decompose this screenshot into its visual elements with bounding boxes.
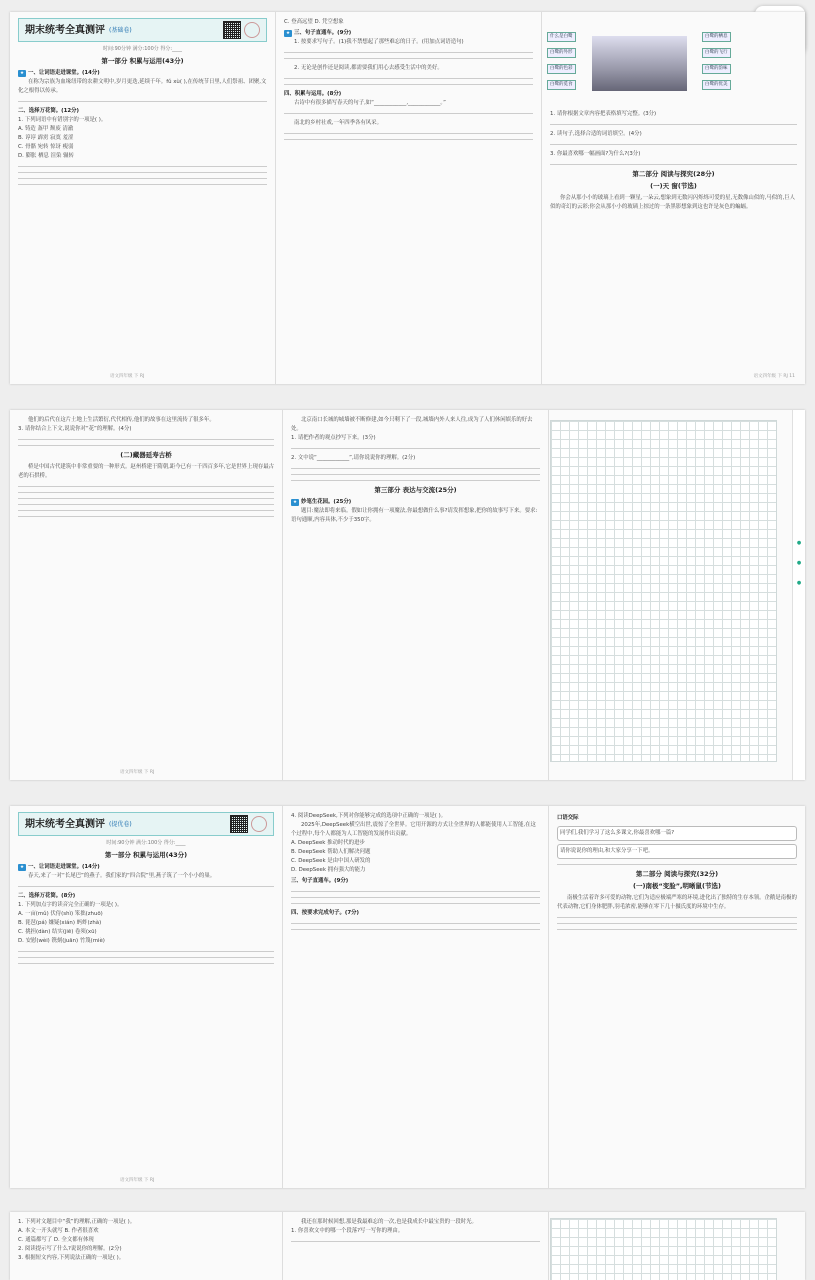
answer-line [550,144,797,145]
spread3-left-page [10,806,282,1188]
flow-box: 白鹭的色彩 [547,64,576,74]
question-text: 3. 根据短文内容,下列说法正确的一项是( )。 [18,1255,125,1261]
option-item: D. 膨胀 栖息 渲染 辗转 [18,153,74,159]
option-item: D. 安慰(wèi) 镌刻(juān) 竹篾(miè) [18,938,105,944]
option-item: A. 一亩(mǔ) 伏侍(shì) 笨拙(zhuō) [18,911,103,917]
exam-header [18,812,274,836]
flow-box: 白鹭的觅食 [547,80,576,90]
exam-spread-1 [10,12,805,384]
divider [18,172,267,173]
divider [18,178,267,179]
page-number: 语文四年级 下 RJ [120,770,155,775]
option-item: B. 琵琶(pá) 嫌疑(xián) 蚂蚱(zhà) [18,920,102,926]
reading-text: 2025年,DeepSeek横空出世,震惊了全世界。它用开源的方式让全世界的人都能使用人工智能,在这个过程中,每个人都能为人工智能的发展作出贡献。 [291,822,536,837]
question-text: 1. 请把作者的观点抄写下来。(3分) [291,435,376,441]
exam-title-tag: (基础卷) [109,26,132,34]
question-text: 3. 你最喜欢哪一幅画面?为什么?(3分) [550,151,641,157]
answer-line [284,58,533,59]
tag-icon: ★ [286,31,291,36]
answer-line [291,448,540,449]
answer-line [284,113,533,114]
flow-diagram [542,26,805,96]
exam-spread-2 [10,410,805,780]
part-heading: 第二部分 阅读与探究(28分) [632,170,715,178]
flow-box: 白鹭的韵味 [702,64,731,74]
reading-text: 南极生活着许多可爱的动物,它们为适应极端严寒的环境,进化出了独特的生存本领。企鹅是南极的代表动物,它们身体肥胖,羽毛浓密,能够在零下几十摄氏度的环境中生存。 [557,895,797,910]
writing-grid[interactable] [550,420,777,762]
page-number: 语文四年级 下 RJ [110,374,145,379]
option-item: D. DeepSeek 拥有强大的能力 [291,867,366,873]
reading-text: 北京南口长城的城墙被不断修建,如今只剩下了一段,城墙内外人来人往,成为了人们休闲娱乐的好去处。 [291,417,533,432]
answer-line [291,474,540,475]
reading-title: (一)南极“变脸”,明晰鼠(节选) [633,882,721,890]
exam-title: 期末统考全真测评 [25,818,105,830]
reading-text: 我还在那时候回想,那是我最难忘的一次,也是我成长中最宝贵的一段时光。 [301,1219,477,1225]
question-heading: 四、积累与运用。(8分) [284,91,342,97]
answer-line [291,1241,540,1242]
reading-text: 他们的后代在这片土地上生活繁衍,代代相传,他们的故事在这里流传了很多年。 [28,417,215,423]
question-text: 南北的乡村社戏,一年四季各有风采。 [294,120,382,126]
question-heading: ★ 一、让词语走进课堂。(14分) [20,864,100,870]
option-item: 1. 下列加点字的读音完全正确的一项是( )。 [18,902,123,908]
question-text: 1. 你喜欢文中的哪一个段落?写一写你的理由。 [291,1228,404,1234]
question-text: 古诗中有很多描写春天的句子,如“____________,____________。” [294,100,446,106]
divider [18,886,274,887]
question-heading: ★ 一、让词语走进课堂。(14分) [20,70,100,76]
option-item: C. 挑担(dàn) 结实(jiē) 卷须(xū) [18,929,97,935]
spread2-middle-page [283,410,548,780]
answer-line [291,891,540,892]
exam-spread-4 [10,1212,805,1280]
answer-line [18,439,274,440]
answer-line [291,480,540,481]
question-text: 2. 文中说“____________”,请你说说你的理解。(2分) [291,455,416,461]
option-item: C. 骨骼 宛转 惊讶 瘦弱 [18,144,74,150]
page-fold [548,410,549,780]
spread3-right-page [549,806,805,1188]
text-line [557,929,797,930]
divider [18,951,274,952]
text-line [557,923,797,924]
speech-bubble: 同学们,我们学习了这么多课文,你最喜欢哪一篇? [557,826,797,841]
question-heading: 二、选择万花筒。(8分) [18,893,76,899]
page-number: 语文四年级 下 RJ 11 [753,374,795,379]
option-item: A. DeepSeek 推动时代的进步 [291,840,365,846]
qr-code-icon [230,815,248,833]
exam-title-tag: (提优卷) [109,820,132,828]
writing-grid[interactable] [550,1218,777,1280]
tag-icon: ★ [20,71,25,76]
text-line [18,486,274,487]
speech-bubble: 请你说说你的理由,和大家分享一下吧。 [557,844,797,859]
seal-icon [251,816,267,832]
answer-line [291,903,540,904]
question-text: 2. 阅读提示写了什么?说说你的理解。(2分) [18,1246,122,1252]
question-heading: ★ 三、句子直通车。(9分) [286,30,352,36]
exam-spread-3 [10,806,805,1188]
option-item: B. DeepSeek 帮助人们解决问题 [291,849,371,855]
exam-header [18,18,267,42]
spread1-right-page [542,12,805,384]
exam-title: 期末统考全真测评 [25,24,105,36]
question-text: 2. 读句子,选择合适的词语填空。(4分) [550,131,642,137]
question-heading: 二、选择万花筒。(12分) [18,108,79,114]
answer-line [18,445,274,446]
answer-line [557,864,797,865]
landscape-illustration [592,36,687,91]
part-heading: 第一部分 积累与运用(43分) [104,851,188,859]
divider [18,166,267,167]
reading-title: (一)天 窗(节选) [650,182,697,190]
exam-meta: 时间:90分钟 满分:100分 得分:____ [106,840,186,846]
writing-prompt: 题目:魔法即将来临。假如让你拥有一项魔法,你最想做什么事?请发挥想象,把你的故事写下来。要求:语句通顺,内容具体,不少于350字。 [291,508,538,523]
question-heading: ★ 妙笔生花园。(25分) [293,499,352,505]
spread4-left-page [10,1212,282,1280]
question-text: 在称为宗族为血缘纽带的农耕文明中,岁月更迭,延续千年。fǔ xù( ),在传统节日里,人们祭祖、团聚,文化之根得以传承。 [18,79,267,94]
question-text: 1. 按要求写句子。(1)我不禁想起了那些难忘的日子。(用加点词语造句) [294,39,464,45]
divider [18,963,274,964]
question-text: 春天,来了一对“长尾巴”的燕子。我们家的“四合院”里,燕子筑了一个小小的巢。 [28,873,216,879]
answer-line [550,164,797,165]
answer-line [284,84,533,85]
question-heading: 四、按要求完成句子。(7分) [291,910,359,916]
flow-box: 白鹭的栖息 [702,32,731,42]
text-line [557,917,797,918]
flow-box: 白鹭的优美 [702,80,731,90]
text-line [18,516,274,517]
page-number: 语文四年级 下 RJ [120,1178,155,1183]
answer-line [291,468,540,469]
option-item: C. DeepSeek 是由中国人研发的 [291,858,371,864]
answer-line [284,78,533,79]
answer-line [284,139,533,140]
option-item: C. 登高远望 D. 凭空想象 [284,19,344,25]
answer-line [291,897,540,898]
flow-box: 什么是白鹭 [547,32,576,42]
question-text: 2. 无论是创作还是阅读,都需要我们用心去感受生活中的美好。 [294,65,443,71]
reading-text: 桥是中国古代建筑中非常重要的一种形式。赵州桥建于隋朝,距今已有一千四百多年,它是世界上现存最古老的石拱桥。 [18,464,275,479]
spread2-left-page [10,410,282,780]
answer-line [291,923,540,924]
option-item: C. 通篇都写了 D. 全文都有体现 [18,1237,94,1243]
question-text: 4. 阅读DeepSeek,下列对你能够完成的选项中正确的一项是( )。 [291,813,447,819]
side-tab-dot: ● [796,560,802,566]
question-text: 1. 请你根据文章内容把表格填写完整。(3分) [550,111,657,117]
answer-line [291,929,540,930]
part-heading: 第二部分 阅读与探究(32分) [635,870,719,878]
part-heading: 第三部分 表达与交流(25分) [374,486,457,494]
spread3-middle-page [283,806,548,1188]
spread1-left-page [10,12,275,384]
flow-box: 白鹭的外形 [547,48,576,58]
seal-icon [244,22,260,38]
text-line [18,492,274,493]
spread4-middle-page [283,1212,548,1280]
question-text: 3. 请你结合上下文,说说你对“花”的理解。(4分) [18,426,132,432]
question-heading: 三、句子直通车。(9分) [291,878,349,884]
option-item: A. 本文一开头就写 B. 作者很喜欢 [18,1228,99,1234]
option-item: A. 铸造 盔甲 颓废 清澈 [18,126,74,132]
reading-text: 你会从那小小的玻璃上看到一颗星,一朵云,想象到无数闪闪烁烁可爱的星,无数像山似的,马似的,巨人似的奇幻的云彩;你会从那小小的玻璃上掠过的一条黑影想象到这也许是灰色的蝙蝠。 [550,195,795,210]
side-tab-dot: ● [796,540,802,546]
text-line [18,510,274,511]
question-text: 1. 下列对文题目中“我”的理解,正确的一项是( )。 [18,1219,136,1225]
spread1-middle-page [276,12,541,384]
answer-line [284,52,533,53]
exam-meta: 时间:90分钟 满分:100分 得分:____ [102,46,183,52]
side-tab-dot: ● [796,580,802,586]
option-item: B. 谆谆 霹雳 寂寞 羞涩 [18,135,74,141]
divider [18,184,267,185]
divider [18,957,274,958]
reading-title: (二)藏器延寿古桥 [120,451,172,459]
part-heading: 第一部分 积累与运用(43分) [101,57,184,65]
answer-line [284,133,533,134]
qr-code-icon [223,21,241,39]
option-item: 1. 下列词语中有错别字的一项是( )。 [18,117,107,123]
page-fold [548,1212,549,1280]
flow-box: 白鹭的飞行 [702,48,731,58]
tag-icon: ★ [20,865,25,870]
side-tab-strip [792,410,805,780]
divider [18,101,267,102]
answer-line [550,124,797,125]
text-line [18,498,274,499]
question-heading: 口语交际 [557,815,579,821]
text-line [18,504,274,505]
tag-icon: ★ [293,500,298,505]
